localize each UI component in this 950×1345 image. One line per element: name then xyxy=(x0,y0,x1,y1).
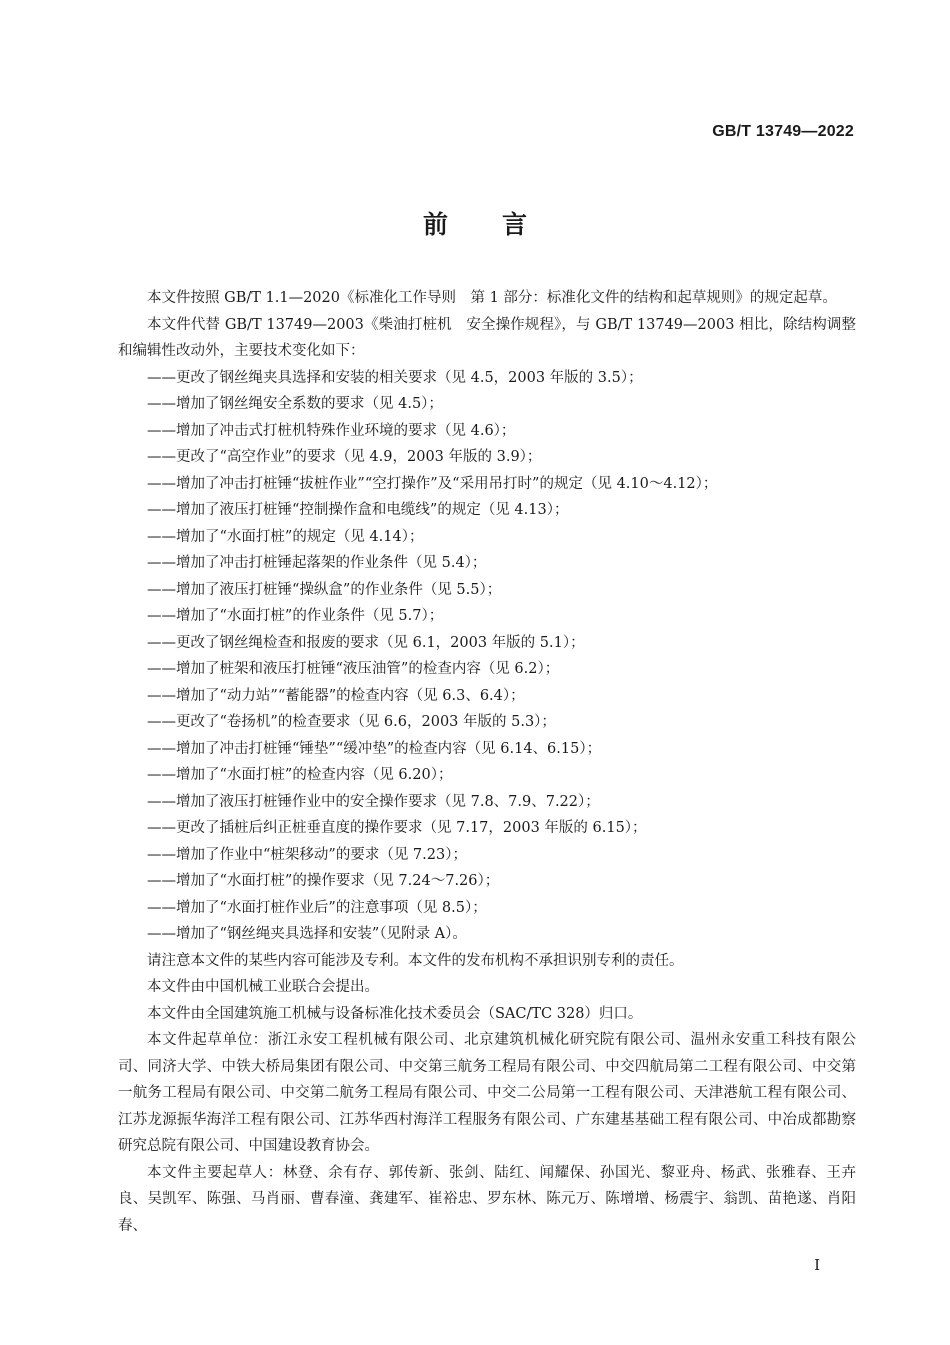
paragraph-drafting-units: 本文件起草单位：浙江永安工程机械有限公司、北京建筑机械化研究院有限公司、温州永安重工科技有限公司、同济大学、中铁大桥局集团有限公司、中交第三航务工程局有限公司、中交四航局第二工程有限公司、中交第一航务工程局有限公司、中交第二航务工程局有限公司、中交二公局第一工程有限公司、天津港航工程有限公司、江苏龙源振华海洋工程有限公司、江苏华西村海洋工程服务有限公司、广东建基基础工程有限公司、中冶成都勘察研究总院有限公司、中国建设教育协会。 xyxy=(118,1032,856,1154)
list-item: ——更改了插桩后纠正桩垂直度的操作要求（见 7.17，2003 年版的 6.15）； xyxy=(147,820,647,836)
list-item: ——增加了冲击打桩锤起落架的作业条件（见 5.4）； xyxy=(147,555,487,571)
list-item: ——更改了钢丝绳检查和报废的要求（见 6.1，2003 年版的 5.1）； xyxy=(147,634,585,651)
list-item: ——增加了“水面打桩作业后”的注意事项（见 8.5）； xyxy=(147,899,487,916)
paragraph-replacement: 本文件代替 GB/T 13749—2003《柴油打桩机 安全操作规程》，与 GB/T 13749—2003 相比，除结构调整和编辑性改动外，主要技术变化如下： xyxy=(118,316,856,359)
list-item: ——增加了“水面打桩”的操作要求（见 7.24～7.26）； xyxy=(147,873,500,889)
paragraph-committee: 本文件由全国建筑施工机械与设备标准化技术委员会（SAC/TC 328）归口。 xyxy=(147,1005,643,1022)
list-item: ——增加了桩架和液压打桩锤“液压油管”的检查内容（见 6.2）； xyxy=(147,661,560,677)
list-item: ——增加了液压打桩锤“操纵盒”的作业条件（见 5.5）； xyxy=(147,581,502,598)
list-item: ——增加了冲击打桩锤“锤垫”“缓冲垫”的检查内容（见 6.14、6.15）； xyxy=(147,740,602,757)
foreword-body xyxy=(118,285,856,1239)
list-item: ——增加了“水面打桩”的规定（见 4.14）； xyxy=(147,528,424,545)
list-item: ——更改了钢丝绳夹具选择和安装的相关要求（见 4.5，2003 年版的 3.5）； xyxy=(147,369,643,386)
list-item: ——更改了“卷扬机”的检查要求（见 6.6，2003 年版的 5.3）； xyxy=(147,714,556,730)
list-item: ——增加了“水面打桩”的作业条件（见 5.7）； xyxy=(147,608,444,624)
list-item: ——增加了“水面打桩”的检查内容（见 6.20）； xyxy=(147,767,453,783)
standard-number: GB/T 13749—2022 xyxy=(712,123,854,140)
page-title: 前言 xyxy=(422,210,581,239)
paragraph-drafting-rules: 本文件按照 GB/T 1.1—2020《标准化工作导则 第 1 部分：标准化文件的结构和起草规则》的规定起草。 xyxy=(147,290,837,306)
list-item: ——增加了钢丝绳安全系数的要求（见 4.5）； xyxy=(147,396,443,412)
list-item: ——增加了作业中“桩架移动”的要求（见 7.23）； xyxy=(147,846,467,863)
paragraph-drafters: 本文件主要起草人：林登、余有存、郭传新、张剑、陆红、闻耀保、孙国光、黎亚舟、杨武、张雅春、王卉良、吴凯军、陈强、马肖丽、曹春潼、龚建军、崔裕忠、罗东林、陈元万、陈增增、杨震宇、翁凯、苗艳遂、肖阳春、 xyxy=(118,1164,856,1234)
list-item: ——增加了冲击式打桩机特殊作业环境的要求（见 4.6）； xyxy=(147,422,516,439)
list-item: ——增加了液压打桩锤“控制操作盒和电缆线”的规定（见 4.13）； xyxy=(147,502,569,518)
list-item: ——更改了“高空作业”的要求（见 4.9，2003 年版的 3.9）； xyxy=(147,449,542,465)
paragraph-patent-notice: 请注意本文件的某些内容可能涉及专利。本文件的发布机构不承担识别专利的责任。 xyxy=(147,952,684,969)
list-item: ——增加了冲击打桩锤“拔桩作业”“空打操作”及“采用吊打时”的规定（见 4.10～4.12）； xyxy=(147,475,718,492)
paragraph-proposer: 本文件由中国机械工业联合会提出。 xyxy=(147,979,379,995)
list-item: ——增加了液压打桩锤作业中的安全操作要求（见 7.8、7.9、7.22）； xyxy=(147,793,600,810)
page-number: I xyxy=(814,1256,820,1274)
list-item: ——增加了“动力站”“蓄能器”的检查内容（见 6.3、6.4）； xyxy=(147,687,525,704)
list-item: ——增加了“钢丝绳夹具选择和安装”（见附录 A）。 xyxy=(147,926,467,942)
